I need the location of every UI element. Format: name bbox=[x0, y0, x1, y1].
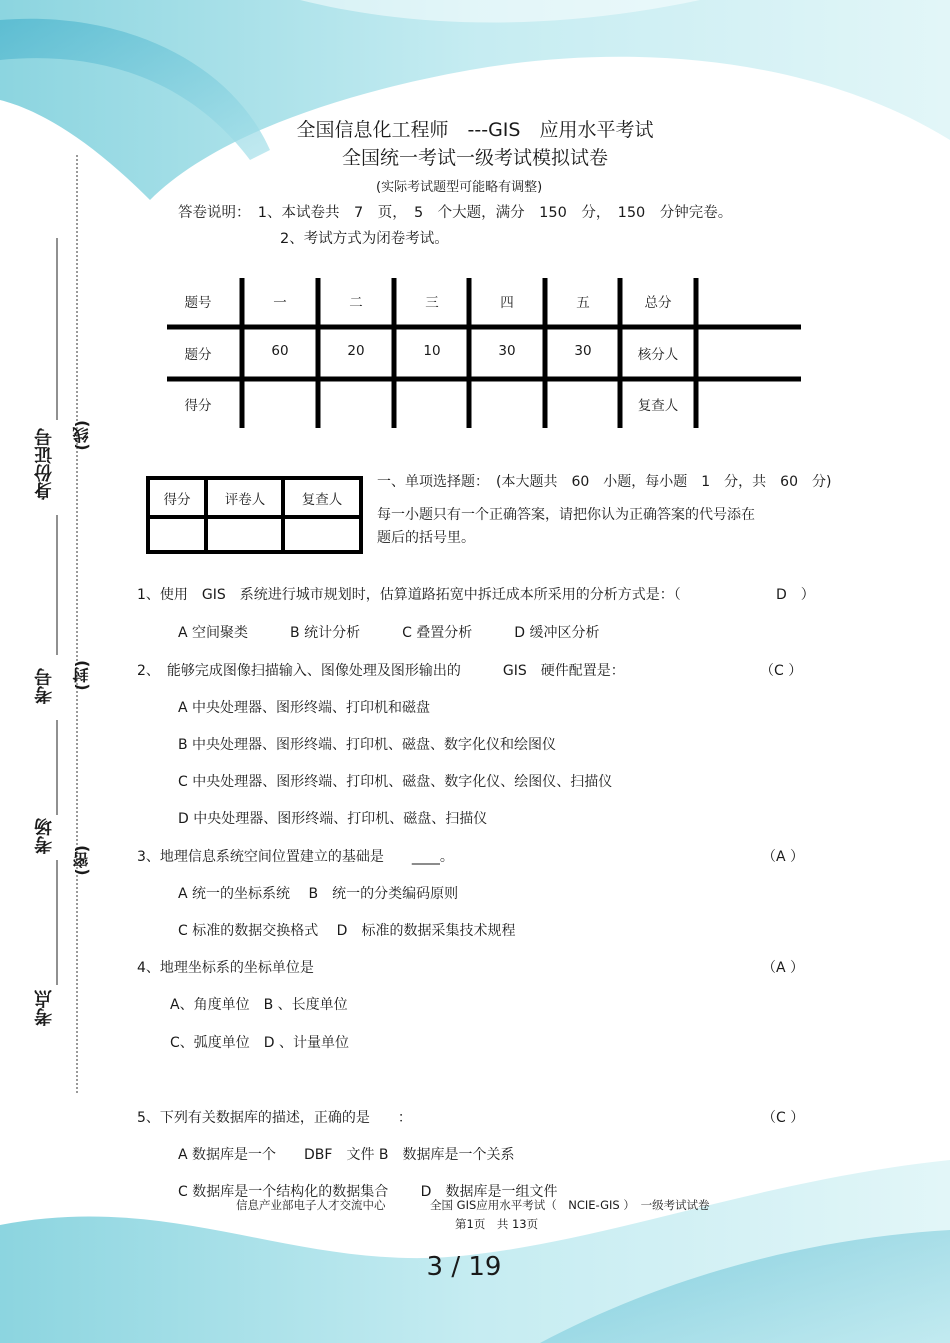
viewer-page-indicator: 3 / 19 bbox=[426, 1252, 502, 1282]
grader-reviewer-label: 复查人 bbox=[301, 492, 343, 508]
question-1-answer: D ） bbox=[776, 587, 815, 603]
points-1: 60 bbox=[271, 343, 289, 359]
question-2-option-d: D 中央处理器、图形终端、打印机、磁盘、扫描仪 bbox=[178, 811, 488, 827]
margin-seal-mi: (密) bbox=[72, 845, 91, 876]
question-3-option-cd: C 标准的数据交换格式 D 标准的数据采集技术规程 bbox=[178, 923, 516, 939]
question-5-answer: （C ） bbox=[762, 1110, 805, 1126]
section1-desc-line1: 每一小题只有一个正确答案，请把你认为正确答案的代号添在 bbox=[377, 507, 755, 523]
points-2: 20 bbox=[347, 343, 365, 359]
margin-seal-feng: (封) bbox=[72, 660, 91, 691]
points-5: 30 bbox=[574, 343, 592, 359]
question-5-text: 5、下列有关数据库的描述，正确的是 ： bbox=[137, 1110, 412, 1126]
instructions-line1: 答卷说明： 1、本试卷共 7 页， 5 个大题，满分 150 分， 150 分钟完卷。 bbox=[178, 205, 733, 221]
reviewer-label: 复查人 bbox=[637, 398, 679, 414]
col-header-5: 五 bbox=[576, 295, 590, 311]
question-2-option-c: C 中央处理器、图形终端、打印机、磁盘、数字化仪、绘图仪、扫描仪 bbox=[178, 774, 613, 790]
footer-exam-name: 全国 GIS应用水平考试（ NCIE-GIS ） 一级考试试卷 bbox=[430, 1198, 710, 1212]
col-header-total: 总分 bbox=[644, 295, 672, 311]
question-3-text: 3、地理信息系统空间位置建立的基础是 ____。 bbox=[137, 849, 454, 865]
question-4-option-ab: A、角度单位 B 、长度单位 bbox=[170, 997, 348, 1013]
grader-score-label: 得分 bbox=[163, 492, 191, 508]
checker-label: 核分人 bbox=[637, 347, 679, 363]
question-5-option-cd: C 数据库是一个结构化的数据集合 D 数据库是一组文件 bbox=[178, 1184, 558, 1200]
margin-seal-xian: (线) bbox=[72, 420, 91, 451]
margin-exam-site-label: 考点 bbox=[34, 990, 55, 1026]
col-header-2: 二 bbox=[349, 295, 363, 311]
question-2-option-b: B 中央处理器、图形终端、打印机、磁盘、数字化仪和绘图仪 bbox=[178, 737, 557, 753]
points-3: 10 bbox=[423, 343, 441, 359]
instructions-line2: 2、考试方式为闭卷考试。 bbox=[280, 231, 449, 247]
question-4-answer: （A ） bbox=[762, 960, 805, 976]
section1-desc-line2: 题后的括号里。 bbox=[377, 530, 475, 546]
footer-org: 信息产业部电子人才交流中心 bbox=[236, 1198, 386, 1212]
question-4-option-cd: C、弧度单位 D 、计量单位 bbox=[170, 1035, 350, 1051]
row-label-question-number: 题号 bbox=[184, 295, 212, 311]
grader-box-grid bbox=[0, 0, 400, 570]
question-4-text: 4、地理坐标系的坐标单位是 bbox=[137, 960, 314, 976]
question-1-options: A 空间聚类 B 统计分析 C 叠置分析 D 缓冲区分析 bbox=[178, 625, 600, 641]
exam-title-line1: 全国信息化工程师 ---GIS 应用水平考试 bbox=[296, 119, 654, 141]
points-4: 30 bbox=[498, 343, 516, 359]
row-label-points: 题分 bbox=[184, 347, 212, 363]
question-1-text: 1、使用 GIS 系统进行城市规划时，估算道路拓宽中拆迁成本所采用的分析方式是：（ bbox=[137, 587, 681, 603]
question-3-answer: （A ） bbox=[762, 849, 805, 865]
margin-exam-room-label: 考场 bbox=[34, 818, 55, 854]
question-2-option-a: A 中央处理器、图形终端、打印机和磁盘 bbox=[178, 700, 431, 716]
exam-title-line2: 全国统一考试一级考试模拟试卷 bbox=[341, 147, 608, 169]
col-header-3: 三 bbox=[425, 295, 439, 311]
question-2-text: 2、 能够完成图像扫描输入、图像处理及图形输出的 GIS 硬件配置是： bbox=[137, 663, 625, 679]
row-label-score: 得分 bbox=[184, 398, 212, 414]
margin-exam-number-label: 考号 bbox=[34, 668, 55, 704]
col-header-1: 一 bbox=[273, 295, 287, 311]
question-2-answer: （C ） bbox=[760, 663, 803, 679]
section1-heading: 一、单项选择题： (本大题共 60 小题，每小题 1 分，共 60 分) bbox=[377, 474, 832, 490]
question-3-option-ab: A 统一的坐标系统 B 统一的分类编码原则 bbox=[178, 886, 459, 902]
question-5-option-ab: A 数据库是一个 DBF 文件 B 数据库是一个关系 bbox=[178, 1147, 515, 1163]
exam-note: (实际考试题型可能略有调整) bbox=[376, 180, 543, 195]
grader-marker-label: 评卷人 bbox=[224, 492, 266, 508]
footer-page-info: 第1页 共 13页 bbox=[455, 1217, 539, 1231]
col-header-4: 四 bbox=[500, 295, 514, 311]
margin-id-number-label: 身份证号 bbox=[34, 428, 55, 500]
